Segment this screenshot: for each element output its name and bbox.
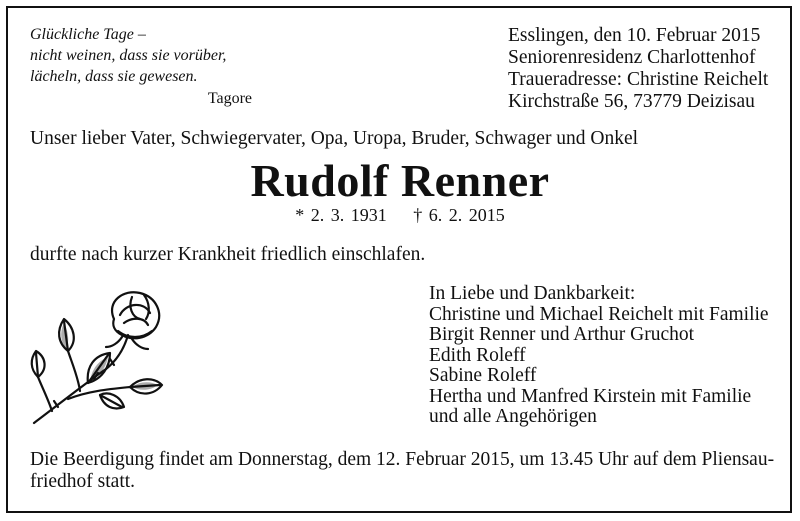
intro-text: Unser lieber Vater, Schwiegervater, Opa, Uropa, Bruder, Schwager und Onkel [30, 128, 639, 149]
address-line-residence: Seniorenresidenz Charlottenhof [508, 47, 756, 68]
quote-line: Glückliche Tage – [30, 26, 146, 43]
address-line-contact: Traueradresse: Christine Reichelt [508, 69, 769, 90]
mourner-name: Christine und Michael Reichelt mit Familie [429, 303, 769, 325]
rose-icon [28, 287, 168, 429]
quote-line: nicht weinen, dass sie vorüber, [30, 47, 227, 64]
mourner-name: Birgit Renner und Arthur Gruchot [429, 324, 695, 345]
address-line-street: Kirchstraße 56, 73779 Deizisau [508, 91, 755, 112]
mourner-name: Hertha und Manfred Kirstein mit Familie [429, 385, 752, 407]
mourners-heading: In Liebe und Dankbarkeit: [429, 283, 636, 304]
deceased-name: Rudolf Renner [250, 155, 550, 206]
mourner-name: Edith Roleff [429, 344, 526, 366]
quote-line: lächeln, dass sie gewesen. [30, 68, 198, 85]
mourners-block [429, 284, 769, 428]
funeral-notice [30, 449, 775, 493]
quote-block [30, 24, 252, 109]
mourner-name: Sabine Roleff [429, 365, 537, 386]
funeral-line: friedhof statt. [30, 471, 136, 492]
life-dates [0, 203, 800, 227]
birth-date: * 2. 3. 1931 [295, 205, 387, 225]
funeral-line: Die Beerdigung findet am Donnerstag, dem 12. Februar 2015, um 13.45 Uhr auf dem Pliensau- [30, 449, 775, 470]
death-date: † 6. 2. 2015 [413, 205, 505, 225]
passed-text: durfte nach kurzer Krankheit friedlich einschlafen. [30, 244, 426, 265]
address-block [508, 25, 768, 113]
quote-author: Tagore [207, 90, 252, 107]
address-line-date: Esslingen, den 10. Februar 2015 [508, 25, 761, 46]
mourner-name: und alle Angehörigen [429, 406, 597, 427]
